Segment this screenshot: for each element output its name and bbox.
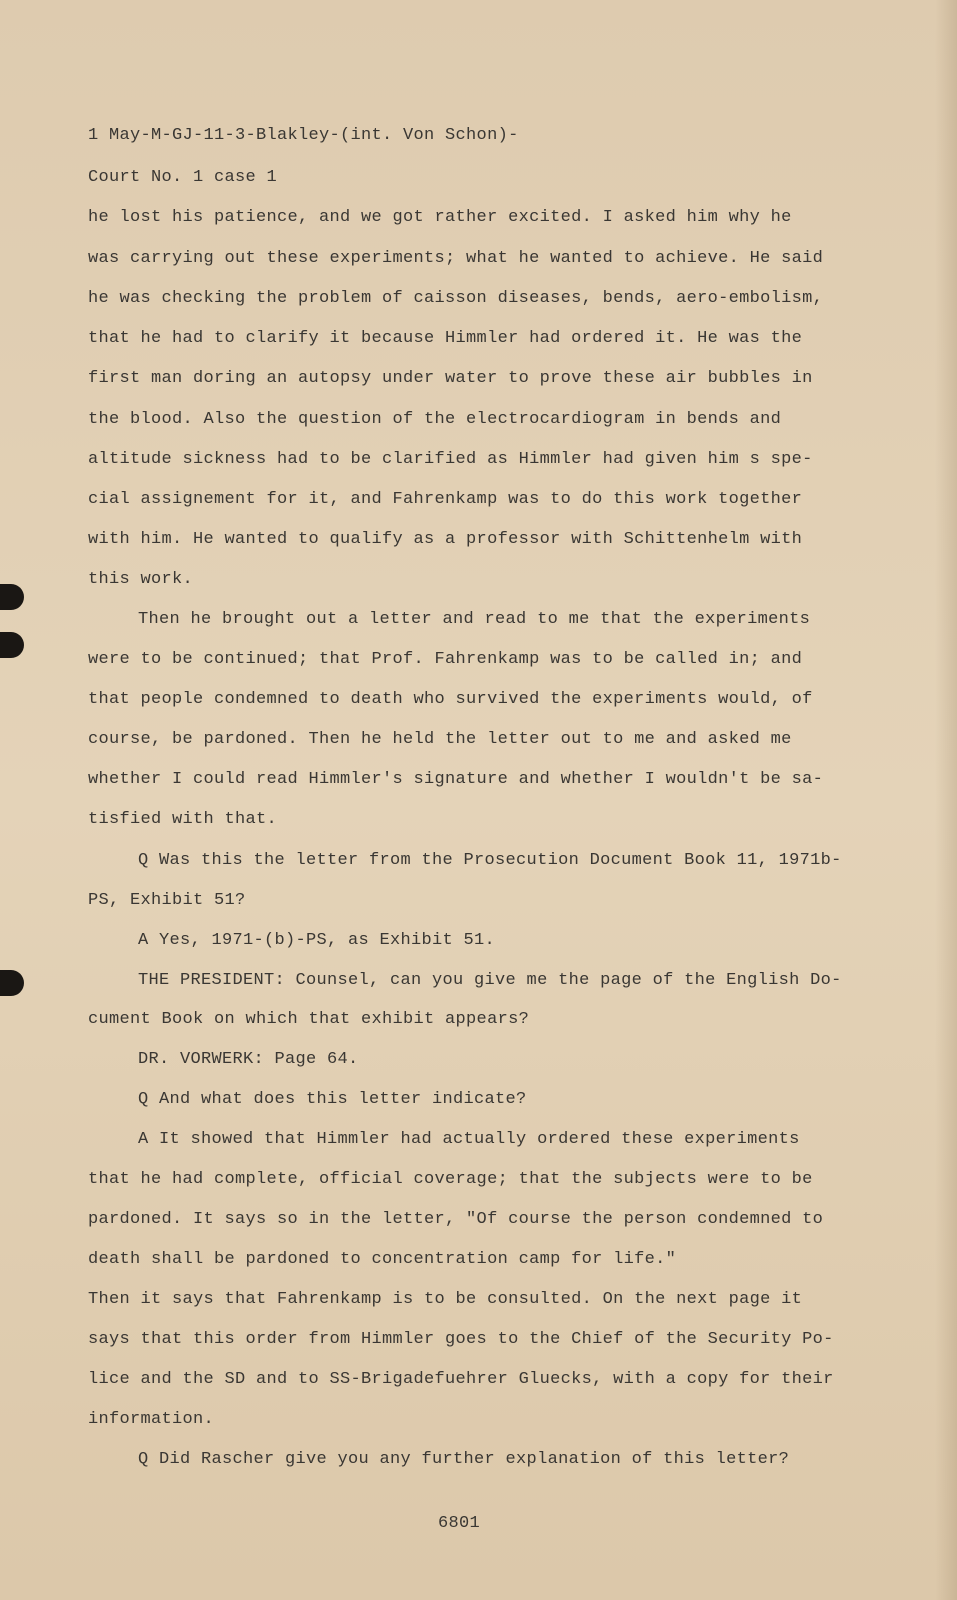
text-line: death shall be pardoned to concentration camp for life." [88,1250,677,1269]
question-line: Q Was this the letter from the Prosecution Document Book 11, 1971b- [138,851,842,870]
question-line: Q And what does this letter indicate? [138,1090,527,1109]
page-number: 6801 [438,1514,481,1533]
text-line: was carrying out these experiments; what he wanted to achieve. He said [88,249,824,268]
text-line: lice and the SD and to SS-Brigadefuehrer Gluecks, with a copy for their [88,1370,834,1389]
question-line: Q Did Rascher give you any further explanation of this letter? [138,1450,790,1469]
text-line: he was checking the problem of caisson diseases, bends, aero-embolism, [88,289,824,308]
punch-hole [0,584,24,610]
text-line: Then it says that Fahrenkamp is to be consulted. On the next page it [88,1290,803,1309]
text-line: says that this order from Himmler goes to the Chief of the Security Po- [88,1330,834,1349]
text-line: with him. He wanted to qualify as a professor with Schittenhelm with [88,530,803,549]
speaker-line: THE PRESIDENT: Counsel, can you give me the page of the English Do- [138,971,842,990]
text-line: cument Book on which that exhibit appears? [88,1010,530,1029]
page-edge-shadow [935,0,957,1600]
text-line: tisfied with that. [88,810,278,829]
text-line: altitude sickness had to be clarified as Himmler had given him s spe- [88,450,813,469]
speaker-line: DR. VORWERK: Page 64. [138,1050,359,1069]
text-line: that he had to clarify it because Himmler had ordered it. He was the [88,329,803,348]
text-line: course, be pardoned. Then he held the letter out to me and asked me [88,730,792,749]
punch-hole [0,632,24,658]
header-court: Court No. 1 case 1 [88,168,278,187]
text-line: that people condemned to death who survived the experiments would, of [88,690,813,709]
punch-hole [0,970,24,996]
text-line: this work. [88,570,194,589]
text-line: were to be continued; that Prof. Fahrenkamp was to be called in; and [88,650,803,669]
text-line: information. [88,1410,215,1429]
text-line: whether I could read Himmler's signature and whether I wouldn't be sa- [88,770,824,789]
text-line: cial assignement for it, and Fahrenkamp was to do this work together [88,490,803,509]
text-line: that he had complete, official coverage; that the subjects were to be [88,1170,813,1189]
answer-line: A Yes, 1971-(b)-PS, as Exhibit 51. [138,931,496,950]
text-line: first man doring an autopsy under water to prove these air bubbles in [88,369,813,388]
header-reference: 1 May-M-GJ-11-3-Blakley-(int. Von Schon)- [88,126,519,145]
text-line: he lost his patience, and we got rather excited. I asked him why he [88,208,792,227]
text-line: the blood. Also the question of the electrocardiogram in bends and [88,410,782,429]
text-line: PS, Exhibit 51? [88,891,246,910]
text-line: Then he brought out a letter and read to me that the experiments [138,610,811,629]
answer-line: A It showed that Himmler had actually ordered these experiments [138,1130,800,1149]
text-line: pardoned. It says so in the letter, "Of course the person condemned to [88,1210,824,1229]
